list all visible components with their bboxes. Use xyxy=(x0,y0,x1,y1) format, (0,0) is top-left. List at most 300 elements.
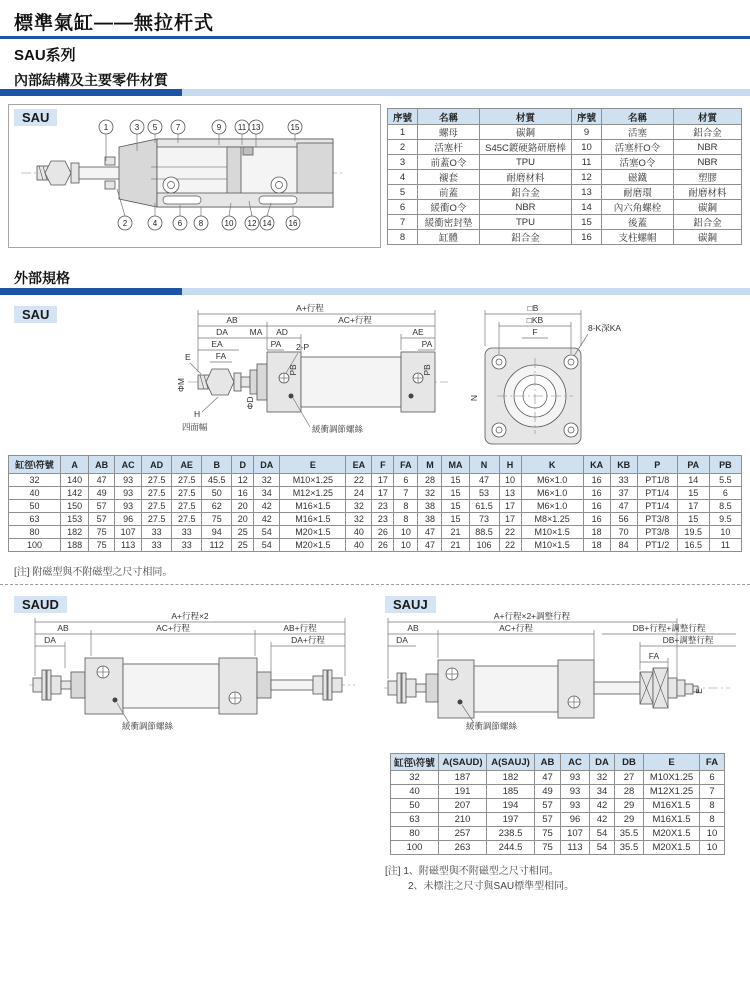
section-divider xyxy=(0,584,750,585)
table-cell: 182 xyxy=(487,771,535,785)
table-cell: 94 xyxy=(202,526,232,539)
table-cell: 16.5 xyxy=(677,539,709,552)
table-cell: 15 xyxy=(572,215,602,230)
svg-text:1: 1 xyxy=(103,123,109,132)
table-cell: 47 xyxy=(535,771,561,785)
table-cell: 8 xyxy=(700,799,725,813)
section-internal-title: 內部結構及主要零件材質 xyxy=(14,72,168,88)
table-cell: 10 xyxy=(394,526,418,539)
series-title: SAU系列 xyxy=(14,47,76,64)
dim-phi-m: ΦM xyxy=(176,378,186,392)
table-cell: 182 xyxy=(61,526,89,539)
table-row xyxy=(9,526,742,539)
column-header: 材質 xyxy=(674,109,742,125)
table-cell: 14 xyxy=(572,200,602,215)
table-cell: 10 xyxy=(700,841,725,855)
table-cell: 96 xyxy=(561,813,590,827)
column-header: AB xyxy=(535,754,561,771)
column-header: D xyxy=(232,456,254,474)
table-cell: 10 xyxy=(499,474,521,487)
table-cell: 碳鋼 xyxy=(674,230,742,245)
table-cell: NBR xyxy=(674,155,742,170)
table-header-row xyxy=(388,109,742,125)
table-row xyxy=(391,785,725,799)
table-cell: 20 xyxy=(232,513,254,526)
table-cell: 27.5 xyxy=(142,513,172,526)
table-cell: M10×1.5 xyxy=(521,526,583,539)
column-header: DA xyxy=(590,754,615,771)
table-cell: 27.5 xyxy=(172,487,202,500)
table-row xyxy=(9,513,742,526)
table-cell: TPU xyxy=(480,155,572,170)
table-cell: M10X1.25 xyxy=(644,771,700,785)
table-cell: 緩衝O令 xyxy=(418,200,480,215)
callout-6 xyxy=(173,205,187,230)
table-cell: 21 xyxy=(442,539,469,552)
table-cell: 塑膠 xyxy=(674,170,742,185)
table-cell: 15 xyxy=(442,487,469,500)
column-header: K xyxy=(521,456,583,474)
table-cell: 40 xyxy=(346,539,372,552)
table-cell: 15 xyxy=(677,487,709,500)
section-internal-bar xyxy=(0,89,750,96)
column-header: 缸徑\符號 xyxy=(9,456,61,474)
table-row xyxy=(9,474,742,487)
saud-label-cushion: 緩衝調節螺絲 xyxy=(122,721,174,731)
table-cell: 40 xyxy=(391,785,439,799)
table-cell: PT1/8 xyxy=(637,474,677,487)
table-row xyxy=(391,841,725,855)
table-cell: 27.5 xyxy=(142,500,172,513)
table-cell: 96 xyxy=(115,513,142,526)
dim-fa: FA xyxy=(215,351,227,361)
table-cell: M20×1.5 xyxy=(280,539,346,552)
table-cell: M12×1.25 xyxy=(280,487,346,500)
table-cell: TPU xyxy=(480,215,572,230)
table-cell: 40 xyxy=(9,487,61,500)
sau-table-note: [注] 附磁型與不附磁型之尺寸相同。 xyxy=(14,567,173,578)
table-cell: 150 xyxy=(61,500,89,513)
table-cell: 26 xyxy=(372,539,394,552)
svg-text:7: 7 xyxy=(175,123,181,132)
section-external-bar xyxy=(0,288,750,295)
table-row xyxy=(391,771,725,785)
column-header: 名稱 xyxy=(602,109,674,125)
table-cell: 33 xyxy=(172,539,202,552)
svg-text:16: 16 xyxy=(288,219,298,228)
saud-dimension-drawing xyxy=(25,610,365,735)
table-cell: 42 xyxy=(254,513,280,526)
table-cell: 16 xyxy=(572,230,602,245)
svg-text:8: 8 xyxy=(198,219,204,228)
table-cell: 活塞杆 xyxy=(418,140,480,155)
saud-dim-ab-s: AB+行程 xyxy=(283,623,317,633)
table-cell: 80 xyxy=(9,526,61,539)
table-cell: 207 xyxy=(439,799,487,813)
table-cell: 47 xyxy=(418,526,442,539)
sauj-label-cushion: 緩衝調節螺絲 xyxy=(466,721,518,731)
table-cell: 191 xyxy=(439,785,487,799)
table-cell: 10 xyxy=(572,140,602,155)
table-cell: 32 xyxy=(391,771,439,785)
table-row xyxy=(9,539,742,552)
column-header: KB xyxy=(610,456,637,474)
table-cell: 80 xyxy=(391,827,439,841)
table-cell: 50 xyxy=(391,799,439,813)
saud-dim-ab: AB xyxy=(57,623,69,633)
internal-diagram-badge: SAU xyxy=(14,109,57,126)
table-cell: 34 xyxy=(590,785,615,799)
table-cell: 73 xyxy=(469,513,499,526)
saud-dim-ac: AC+行程 xyxy=(156,623,190,633)
table-cell: 257 xyxy=(439,827,487,841)
table-cell: 22 xyxy=(499,539,521,552)
table-cell: 22 xyxy=(499,526,521,539)
table-cell: 75 xyxy=(202,513,232,526)
table-cell: 11 xyxy=(709,539,741,552)
table-cell: M20X1.5 xyxy=(644,827,700,841)
table-row xyxy=(388,170,742,185)
table-cell: 5.5 xyxy=(709,474,741,487)
table-cell: 210 xyxy=(439,813,487,827)
column-header: P xyxy=(637,456,677,474)
table-cell: 33 xyxy=(142,526,172,539)
sauj-dim-da: DA xyxy=(396,635,408,645)
column-header: FA xyxy=(700,754,725,771)
table-cell: 93 xyxy=(115,474,142,487)
column-header: AC xyxy=(115,456,142,474)
table-cell: 耐磨材料 xyxy=(480,170,572,185)
column-header: N xyxy=(469,456,499,474)
table-cell: M16×1.5 xyxy=(280,513,346,526)
table-cell: 93 xyxy=(561,771,590,785)
table-cell: 27.5 xyxy=(142,487,172,500)
column-header: E xyxy=(644,754,700,771)
table-cell: 16 xyxy=(583,487,610,500)
table-cell: 32 xyxy=(254,474,280,487)
table-cell: 19.5 xyxy=(677,526,709,539)
svg-text:14: 14 xyxy=(262,219,272,228)
dim-ad: AD xyxy=(276,327,288,337)
svg-text:11: 11 xyxy=(237,123,247,132)
page-title: 標準氣缸——無拉杆式 xyxy=(14,13,215,34)
table-cell: 28 xyxy=(615,785,644,799)
table-row xyxy=(388,200,742,215)
column-header: A(SAUJ) xyxy=(487,754,535,771)
table-cell: 1 xyxy=(388,125,418,140)
table-cell: 8.5 xyxy=(709,500,741,513)
table-cell: 62 xyxy=(202,500,232,513)
table-cell: NBR xyxy=(674,140,742,155)
table-cell: 28 xyxy=(418,474,442,487)
table-cell: 88.5 xyxy=(469,526,499,539)
table-cell: 2 xyxy=(388,140,418,155)
table-cell: 47 xyxy=(418,539,442,552)
table-cell: 142 xyxy=(61,487,89,500)
table-cell: 34 xyxy=(254,487,280,500)
table-row xyxy=(388,125,742,140)
table-cell: 56 xyxy=(610,513,637,526)
column-header: B xyxy=(202,456,232,474)
dim-ac-stroke: AC+行程 xyxy=(338,315,372,325)
column-header: 序號 xyxy=(572,109,602,125)
table-row xyxy=(391,799,725,813)
table-cell: 25 xyxy=(232,539,254,552)
column-header: AE xyxy=(172,456,202,474)
table-cell: 187 xyxy=(439,771,487,785)
svg-text:5: 5 xyxy=(152,123,158,132)
table-cell: 10 xyxy=(394,539,418,552)
table-cell: 8 xyxy=(388,230,418,245)
dim-e: E xyxy=(185,352,191,362)
table-cell: 12 xyxy=(232,474,254,487)
table-cell: 32 xyxy=(346,500,372,513)
sauj-dimension-drawing xyxy=(380,610,745,735)
table-cell: 185 xyxy=(487,785,535,799)
table-cell: 107 xyxy=(115,526,142,539)
table-cell: 缸體 xyxy=(418,230,480,245)
column-header: H xyxy=(499,456,521,474)
section-external-title: 外部規格 xyxy=(14,270,70,286)
column-header: AD xyxy=(142,456,172,474)
table-cell: 35.5 xyxy=(615,841,644,855)
table-cell: M6×1.0 xyxy=(521,474,583,487)
table-cell: PT1/4 xyxy=(637,500,677,513)
table-cell: 12 xyxy=(572,170,602,185)
column-header: 缸徑\符號 xyxy=(391,754,439,771)
table-cell: 244.5 xyxy=(487,841,535,855)
table-cell: 活塞 xyxy=(602,125,674,140)
table-cell: 32 xyxy=(590,771,615,785)
table-cell: 93 xyxy=(561,799,590,813)
table-cell: 57 xyxy=(89,513,115,526)
table-cell: 33 xyxy=(172,526,202,539)
internal-structure-diagram xyxy=(9,105,380,247)
table-cell: 耐磨環 xyxy=(602,185,674,200)
table-cell: 93 xyxy=(115,500,142,513)
column-header: 材質 xyxy=(480,109,572,125)
table-cell: NBR xyxy=(480,200,572,215)
table-row xyxy=(391,827,725,841)
table-cell: 263 xyxy=(439,841,487,855)
label-flats: 四面幅 xyxy=(182,422,208,432)
table-cell: 耐磨材料 xyxy=(674,185,742,200)
column-header: A xyxy=(61,456,89,474)
table-cell: 後蓋 xyxy=(602,215,674,230)
table-cell: 33 xyxy=(142,539,172,552)
sauj-dim-a2: A+行程×2+調整行程 xyxy=(493,611,571,621)
table-cell: 194 xyxy=(487,799,535,813)
dim-da: DA xyxy=(216,327,228,337)
table-cell: M16×1.5 xyxy=(280,500,346,513)
table-cell: 27.5 xyxy=(172,500,202,513)
table-cell: 8 xyxy=(394,513,418,526)
sauj-dim-db-s: DB+行程+調整行程 xyxy=(632,623,706,633)
table-cell: M20X1.5 xyxy=(644,841,700,855)
table-cell: 50 xyxy=(9,500,61,513)
table-cell: 93 xyxy=(561,785,590,799)
table-cell: 45.5 xyxy=(202,474,232,487)
table-cell: 23 xyxy=(372,513,394,526)
table-cell: 57 xyxy=(535,799,561,813)
table-cell: PT3/8 xyxy=(637,526,677,539)
column-header: A(SAUD) xyxy=(439,754,487,771)
parts-material-table xyxy=(387,108,742,245)
table-cell: 5 xyxy=(388,185,418,200)
table-cell: 26 xyxy=(372,526,394,539)
table-cell: 17 xyxy=(372,474,394,487)
dim-phi-d: ΦD xyxy=(245,396,255,410)
table-cell: 140 xyxy=(61,474,89,487)
table-cell: 38 xyxy=(418,500,442,513)
dim-8k: 8-K深KA xyxy=(588,323,622,333)
table-cell: M6×1.0 xyxy=(521,500,583,513)
column-header: DA xyxy=(254,456,280,474)
dim-kb: □KB xyxy=(526,315,544,325)
dim-ma: MA xyxy=(249,327,263,337)
table-cell: PT1/2 xyxy=(637,539,677,552)
table-cell: 93 xyxy=(115,487,142,500)
dim-pb-front: PB xyxy=(288,364,298,376)
table-cell: 11 xyxy=(572,155,602,170)
column-header: MA xyxy=(442,456,469,474)
table-cell: 113 xyxy=(561,841,590,855)
callout-16 xyxy=(286,207,300,230)
table-cell: 17 xyxy=(677,500,709,513)
table-cell: 153 xyxy=(61,513,89,526)
column-header: PA xyxy=(677,456,709,474)
table-cell: 10 xyxy=(709,526,741,539)
column-header: DB xyxy=(615,754,644,771)
table-cell: 75 xyxy=(89,539,115,552)
external-sau-badge: SAU xyxy=(14,306,57,323)
table-cell: 32 xyxy=(9,474,61,487)
table-cell: 63 xyxy=(9,513,61,526)
svg-text:9: 9 xyxy=(216,123,222,132)
svg-text:13: 13 xyxy=(251,123,261,132)
table-row xyxy=(9,500,742,513)
callout-8 xyxy=(194,207,208,230)
column-header: E xyxy=(280,456,346,474)
table-cell: 7 xyxy=(394,487,418,500)
table-cell: 113 xyxy=(115,539,142,552)
sauj-dim-e: E xyxy=(694,688,704,694)
column-header: F xyxy=(372,456,394,474)
table-cell: 16 xyxy=(583,474,610,487)
table-cell: M16X1.5 xyxy=(644,799,700,813)
sauj-dim-ac: AC+行程 xyxy=(499,623,533,633)
table-cell: M12X1.25 xyxy=(644,785,700,799)
table-cell: 18 xyxy=(583,539,610,552)
table-cell: 鋁合金 xyxy=(480,230,572,245)
table-cell: M16X1.5 xyxy=(644,813,700,827)
saud-dim-da-s: DA+行程 xyxy=(291,635,325,645)
table-cell: 47 xyxy=(89,474,115,487)
table-cell: M8×1.25 xyxy=(521,513,583,526)
table-cell: 鋁合金 xyxy=(674,125,742,140)
table-cell: 9.5 xyxy=(709,513,741,526)
table-cell: 63 xyxy=(391,813,439,827)
table-cell: 前蓋 xyxy=(418,185,480,200)
table-cell: 6 xyxy=(394,474,418,487)
table-cell: 8 xyxy=(394,500,418,513)
svg-text:15: 15 xyxy=(290,123,300,132)
table-cell: 57 xyxy=(535,813,561,827)
table-cell: 襯套 xyxy=(418,170,480,185)
table-cell: 鋁合金 xyxy=(674,215,742,230)
table-cell: 17 xyxy=(499,513,521,526)
table-cell: 6 xyxy=(709,487,741,500)
column-header: 名稱 xyxy=(418,109,480,125)
table-row xyxy=(388,230,742,245)
table-cell: 32 xyxy=(346,513,372,526)
table-cell: M20×1.5 xyxy=(280,526,346,539)
table-row xyxy=(391,813,725,827)
callout-1 xyxy=(99,120,113,161)
table-cell: PT3/8 xyxy=(637,513,677,526)
table-cell: 鋁合金 xyxy=(480,185,572,200)
table-cell: 27 xyxy=(615,771,644,785)
table-cell: 27.5 xyxy=(172,513,202,526)
column-header: FA xyxy=(394,456,418,474)
table-header-row xyxy=(391,754,725,771)
dim-pa-rear: PA xyxy=(421,339,433,349)
svg-text:12: 12 xyxy=(247,219,257,228)
table-cell: 54 xyxy=(590,827,615,841)
table-cell: 18 xyxy=(583,526,610,539)
dim-ea: EA xyxy=(211,339,223,349)
table-cell: 17 xyxy=(372,487,394,500)
dim-b: □B xyxy=(527,303,539,313)
saud-sauj-dimension-table xyxy=(390,753,725,855)
dim-a-stroke: A+行程 xyxy=(296,303,324,313)
table-cell: 碳鋼 xyxy=(480,125,572,140)
table-cell: 53 xyxy=(469,487,499,500)
saud-dim-a2: A+行程×2 xyxy=(171,611,209,621)
sauj-dim-db-a: DB+調整行程 xyxy=(662,635,714,645)
table-cell: 20 xyxy=(232,500,254,513)
table-cell: 10 xyxy=(700,827,725,841)
table-cell: PT1/4 xyxy=(637,487,677,500)
table-cell: 29 xyxy=(615,813,644,827)
table-cell: 13 xyxy=(572,185,602,200)
table-cell: 112 xyxy=(202,539,232,552)
table-cell: 7 xyxy=(700,785,725,799)
table-cell: 54 xyxy=(254,539,280,552)
table-cell: 24 xyxy=(346,487,372,500)
table-cell: 188 xyxy=(61,539,89,552)
table-cell: 42 xyxy=(590,813,615,827)
table-cell: 16 xyxy=(583,513,610,526)
table-cell: 23 xyxy=(372,500,394,513)
table-row xyxy=(388,215,742,230)
table-cell: 49 xyxy=(535,785,561,799)
table-cell: 50 xyxy=(202,487,232,500)
table-cell: 33 xyxy=(610,474,637,487)
sauj-badge: SAUJ xyxy=(385,596,436,613)
column-header: EA xyxy=(346,456,372,474)
sau-dimension-table xyxy=(8,455,742,552)
table-cell: M10×1.25 xyxy=(280,474,346,487)
column-header: AC xyxy=(561,754,590,771)
svg-text:3: 3 xyxy=(134,123,140,132)
table-cell: 8 xyxy=(700,813,725,827)
table-cell: 6 xyxy=(700,771,725,785)
column-header: 序號 xyxy=(388,109,418,125)
table-cell: 前蓋O令 xyxy=(418,155,480,170)
table-cell: 47 xyxy=(469,474,499,487)
table-cell: 57 xyxy=(89,500,115,513)
